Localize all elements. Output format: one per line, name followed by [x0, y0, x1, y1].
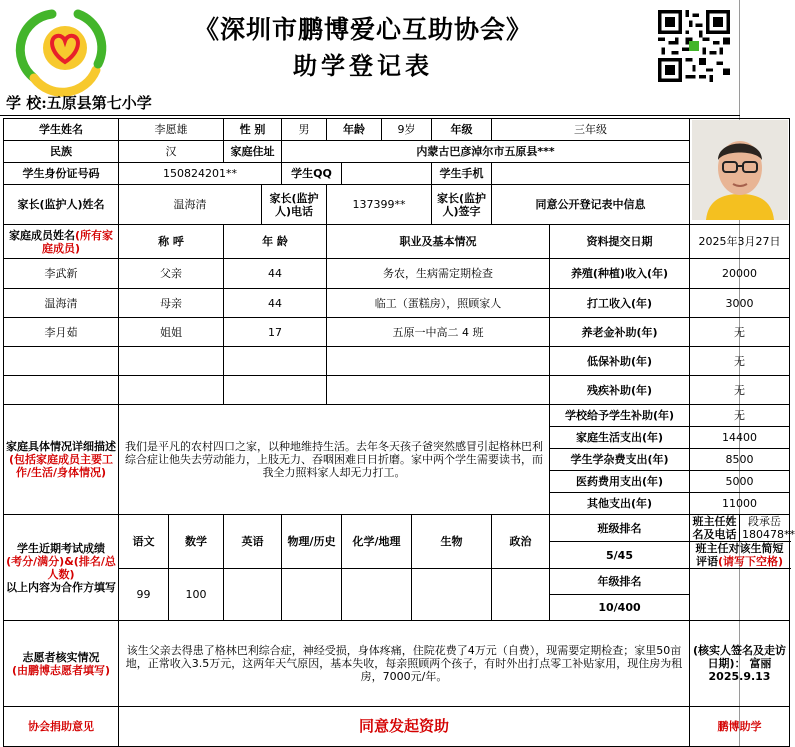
exam-results-label-footer: 以上内容为合作方填写: [6, 580, 116, 594]
exam-results-label: [4, 515, 119, 621]
class-rank-value: 5/45: [550, 542, 690, 569]
teacher-value: 段承岳180478**: [740, 515, 790, 542]
registration-form-table: [3, 118, 795, 747]
verifier-signature-date: 2025.9.13: [708, 670, 771, 683]
member-relation: 父亲: [119, 259, 224, 289]
farm-income-value: 20000: [690, 259, 790, 289]
family-member-header: [4, 225, 119, 259]
member-occupation: 务农，生病需定期检查: [327, 259, 550, 289]
phone-label: 学生手机: [432, 163, 492, 185]
other-expense-value: 11000: [690, 493, 790, 515]
low-income-aid-value: 无: [690, 347, 790, 376]
student-photo-cell: [690, 119, 790, 225]
subject-english: 英语: [224, 515, 282, 569]
association-opinion-label: 协会捐助意见: [4, 707, 119, 747]
member-relation: 姐姐: [119, 318, 224, 347]
member-occupation: [327, 376, 550, 405]
member-name: 温海清: [4, 289, 119, 318]
student-name-label: 学生姓名: [4, 119, 119, 141]
address-value: 内蒙古巴彦淖尔市五原县***: [282, 141, 690, 163]
guardian-phone-value: 137399**: [327, 185, 432, 225]
qq-value: [342, 163, 432, 185]
class-rank-label: 班级排名: [550, 515, 690, 542]
score-biology: [412, 569, 492, 621]
id-value: 150824201**: [119, 163, 282, 185]
subject-biology: 生物: [412, 515, 492, 569]
subject-chinese: 语文: [119, 515, 169, 569]
member-relation: 母亲: [119, 289, 224, 318]
score-math: 100: [169, 569, 224, 621]
member-age: 17: [224, 318, 327, 347]
other-expense-label: 其他支出(年): [550, 493, 690, 515]
subject-politics: 政治: [492, 515, 550, 569]
ethnicity-label: 民族: [4, 141, 119, 163]
guardian-name-label: 家长(监护人)姓名: [4, 185, 119, 225]
association-opinion-value: [119, 707, 690, 747]
member-age: [224, 347, 327, 376]
family-member-header-text: 家庭成员姓名: [8, 228, 75, 242]
pension-label: 养老金补助(年): [550, 318, 690, 347]
association-logo-icon: [22, 8, 108, 88]
school-aid-label: 学校给予学生补助(年): [550, 405, 690, 427]
family-situation-label: [4, 405, 119, 515]
ethnicity-value: 汉: [119, 141, 224, 163]
pension-value: 无: [690, 318, 790, 347]
member-age: 44: [224, 259, 327, 289]
disability-aid-value: 无: [690, 376, 790, 405]
grade-label: 年级: [432, 119, 492, 141]
guardian-name-value: 温海清: [119, 185, 262, 225]
subject-physics-history: 物理/历史: [282, 515, 342, 569]
member-name: 李武新: [4, 259, 119, 289]
teacher-comment-label-text: 班主任对该生简短评语: [695, 542, 784, 568]
member-name: [4, 376, 119, 405]
grade-rank-value: 10/400: [550, 595, 690, 621]
member-name: 李月茹: [4, 318, 119, 347]
tuition-expense-label: 学生学杂费支出(年): [550, 449, 690, 471]
gender-label: 性 别: [224, 119, 282, 141]
organization-name: 鹏博助学: [690, 707, 790, 747]
school-name: 学 校:五原县第七小学: [6, 94, 152, 112]
member-occupation: [327, 347, 550, 376]
score-chemistry-geography: [342, 569, 412, 621]
medical-expense-label: 医药费用支出(年): [550, 471, 690, 493]
association-opinion-text: 同意发起资助: [358, 716, 449, 735]
tuition-expense-value: 8500: [690, 449, 790, 471]
phone-value: [492, 163, 690, 185]
member-age: 44: [224, 289, 327, 318]
work-income-value: 3000: [690, 289, 790, 318]
family-situation-label-text: 家庭具体情况详细描述: [6, 440, 116, 453]
exam-results-label-note: (考分/满分)&(排名/总人数): [6, 554, 116, 581]
verifier-signature-label: (核实人签名及走访日期)：: [692, 644, 787, 670]
low-income-aid-label: 低保补助(年): [550, 347, 690, 376]
score-english: [224, 569, 282, 621]
score-chinese: 99: [119, 569, 169, 621]
member-occupation: 五原一中高二 4 班: [327, 318, 550, 347]
living-expense-label: 家庭生活支出(年): [550, 427, 690, 449]
verifier-signature: [690, 621, 790, 707]
guardian-phone-label: 家长(监护人)电话: [262, 185, 327, 225]
teacher-comment-label-note: (请写下空格): [717, 555, 784, 568]
verifier-signature-name: 富丽: [749, 657, 772, 670]
member-relation: [119, 347, 224, 376]
member-occupation: 临工（蛋糕房），照顾家人: [327, 289, 550, 318]
subject-math: 数学: [169, 515, 224, 569]
address-label: 家庭住址: [224, 141, 282, 163]
member-age-header: 年 龄: [224, 225, 327, 259]
consent-label: 同意公开登记表中信息: [492, 185, 690, 225]
volunteer-check-label-text: 志愿者核实情况: [22, 650, 100, 664]
gender-value: 男: [282, 119, 327, 141]
teacher-comment-label: [690, 542, 790, 569]
submit-date-value: 2025年3月27日: [690, 225, 790, 259]
occupation-header: 职业及基本情况: [327, 225, 550, 259]
disability-aid-label: 残疾补助(年): [550, 376, 690, 405]
form-title-line1: 《深圳市鹏博爱心互助协会》: [193, 15, 532, 44]
id-label: 学生身份证号码: [4, 163, 119, 185]
relation-header: 称 呼: [119, 225, 224, 259]
grade-rank-label: 年级排名: [550, 569, 690, 595]
qr-code-icon: [655, 10, 733, 82]
teacher-label: 班主任姓名及电话: [690, 515, 740, 542]
age-label: 年龄: [327, 119, 382, 141]
teacher-comment-value: [690, 569, 790, 621]
form-header: [0, 0, 749, 90]
farm-income-label: 养殖(种植)收入(年): [550, 259, 690, 289]
guardian-sign-label: 家长(监护人)签字: [432, 185, 492, 225]
family-situation-text: 我们是平凡的农村四口之家，以种地维持生活。去年冬天孩子爸突然感冒引起格林巴利综合症让他失去劳动能力，上肢无力、吞咽困难日日折磨。家中两个学生需要读书，而我全力照料家人却无力打工。: [119, 405, 550, 515]
age-value: 9岁: [382, 119, 432, 141]
subject-chemistry-geography: 化学/地理: [342, 515, 412, 569]
student-photo: [692, 120, 788, 220]
score-politics: [492, 569, 550, 621]
form-title-line2: 助学登记表: [293, 51, 433, 80]
family-member-header-note: (所有家庭成员): [41, 228, 114, 255]
volunteer-check-text: 该生父亲去得患了格林巴利综合症，神经受损，身体疼痛，住院花费了4万元（自费），现需要定期检查；家里50亩地，正常收入3.5万元，这两年天气原因，基本失收，每亲照顾两个孩子，有时外出打点零工补贴家用，现住房为租房，7000元/年。: [119, 621, 690, 707]
volunteer-check-label: [4, 621, 119, 707]
family-situation-label-note: (包括家庭成员主要工作/生活/身体情况): [8, 453, 114, 479]
member-age: [224, 376, 327, 405]
work-income-label: 打工收入(年): [550, 289, 690, 318]
member-relation: [119, 376, 224, 405]
volunteer-check-label-note: (由鹏博志愿者填写): [11, 663, 111, 677]
medical-expense-value: 5000: [690, 471, 790, 493]
member-name: [4, 347, 119, 376]
submit-date-label: 资料提交日期: [550, 225, 690, 259]
school-aid-value: 无: [690, 405, 790, 427]
student-name-value: 李愿雄: [119, 119, 224, 141]
living-expense-value: 14400: [690, 427, 790, 449]
grade-value: 三年级: [492, 119, 690, 141]
school-divider: [0, 115, 740, 116]
qq-label: 学生QQ: [282, 163, 342, 185]
score-physics-history: [282, 569, 342, 621]
exam-results-label-text: 学生近期考试成绩: [17, 541, 105, 555]
